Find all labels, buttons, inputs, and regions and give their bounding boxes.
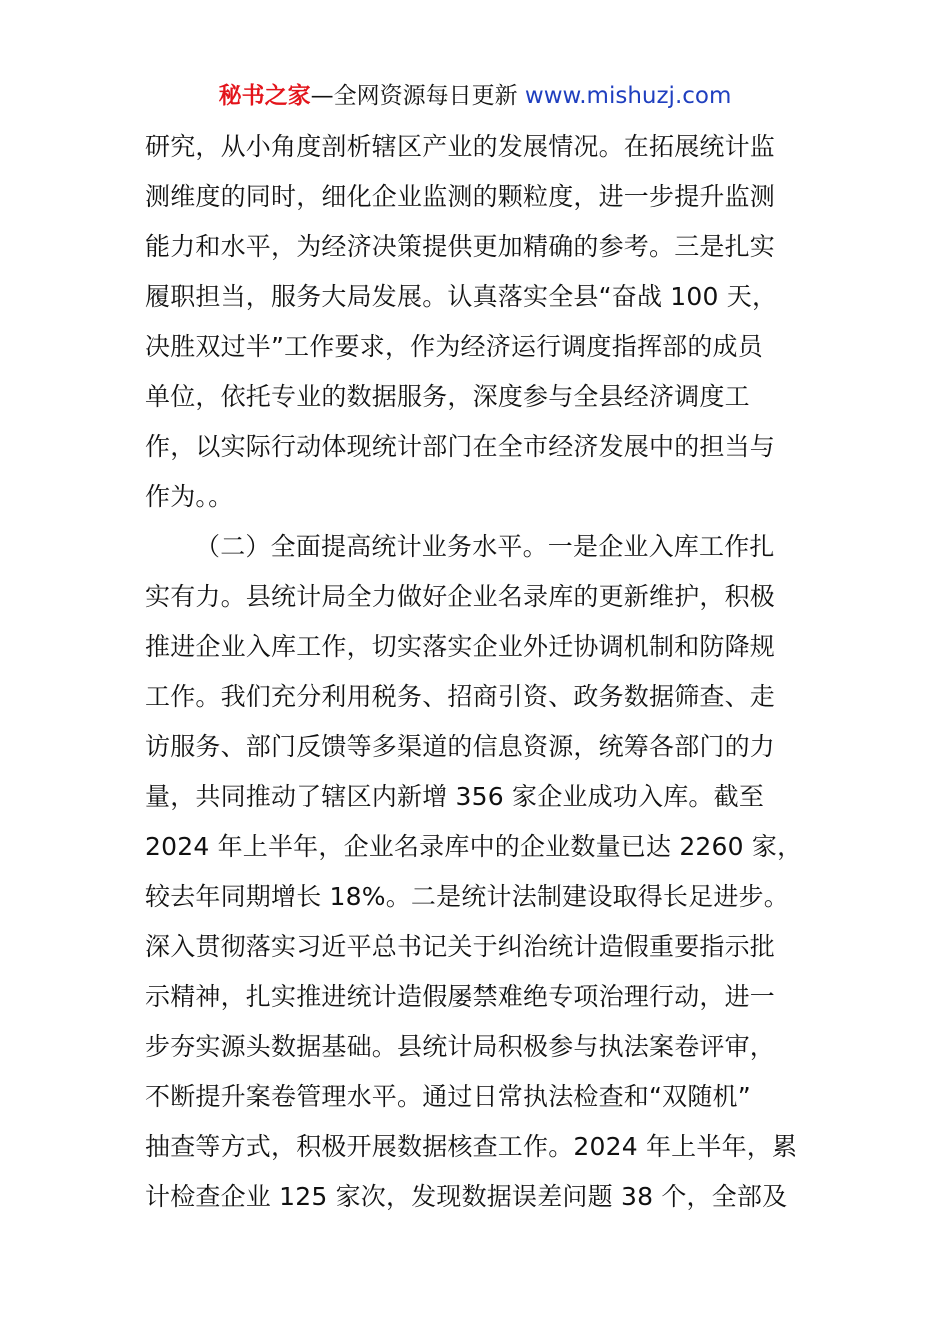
text-line: 深入贯彻落实习近平总书记关于纠治统计造假重要指示批 — [145, 932, 776, 961]
document-body — [145, 122, 810, 1222]
text-line: 抽查等方式，积极开展数据核查工作。2024 年上半年，累 — [145, 1132, 798, 1161]
site-header — [0, 80, 950, 112]
text-line: 计检查企业 125 家次，发现数据误差问题 38 个，全部及 — [145, 1182, 788, 1211]
text-line: 作为。。 — [145, 482, 234, 511]
text-line: 工作。我们充分利用税务、招商引资、政务数据筛查、走 — [145, 682, 776, 711]
site-tagline: —全网资源每日更新 — [310, 83, 518, 109]
text-line: 决胜双过半”工作要求，作为经济运行调度指挥部的成员 — [145, 332, 763, 361]
text-line: 推进企业入库工作，切实落实企业外迁协调机制和防降规 — [145, 632, 776, 661]
text-line: 单位，依托专业的数据服务，深度参与全县经济调度工 — [145, 382, 750, 411]
text-line: 能力和水平，为经济决策提供更加精确的参考。三是扎实 — [145, 232, 776, 261]
text-line: 访服务、部门反馈等多渠道的信息资源，统筹各部门的力 — [145, 732, 776, 761]
site-url-link[interactable]: www.mishuzj.com — [524, 83, 732, 109]
text-line: 示精神，扎实推进统计造假屡禁难绝专项治理行动，进一 — [145, 982, 776, 1011]
text-line: 履职担当，服务大局发展。认真落实全县“奋战 100 天， — [145, 282, 778, 311]
paragraph-heading-line: （二）全面提高统计业务水平。一是企业入库工作扎 — [195, 532, 775, 561]
text-line: 不断提升案卷管理水平。通过日常执法检查和“双随机” — [145, 1082, 751, 1111]
text-line: 研究，从小角度剖析辖区产业的发展情况。在拓展统计监 — [145, 132, 776, 161]
text-line: 测维度的同时，细化企业监测的颗粒度，进一步提升监测 — [145, 182, 776, 211]
text-line: 较去年同期增长 18%。二是统计法制建设取得长足进步。 — [145, 882, 789, 911]
text-line: 作，以实际行动体现统计部门在全市经济发展中的担当与 — [145, 432, 776, 461]
text-line: 2024 年上半年，企业名录库中的企业数量已达 2260 家， — [145, 832, 803, 861]
text-line: 步夯实源头数据基础。县统计局积极参与执法案卷评审， — [145, 1032, 776, 1061]
text-line: 量，共同推动了辖区内新增 356 家企业成功入库。截至 — [145, 782, 765, 811]
site-brand: 秘书之家 — [218, 83, 311, 109]
text-line: 实有力。县统计局全力做好企业名录库的更新维护，积极 — [145, 582, 776, 611]
